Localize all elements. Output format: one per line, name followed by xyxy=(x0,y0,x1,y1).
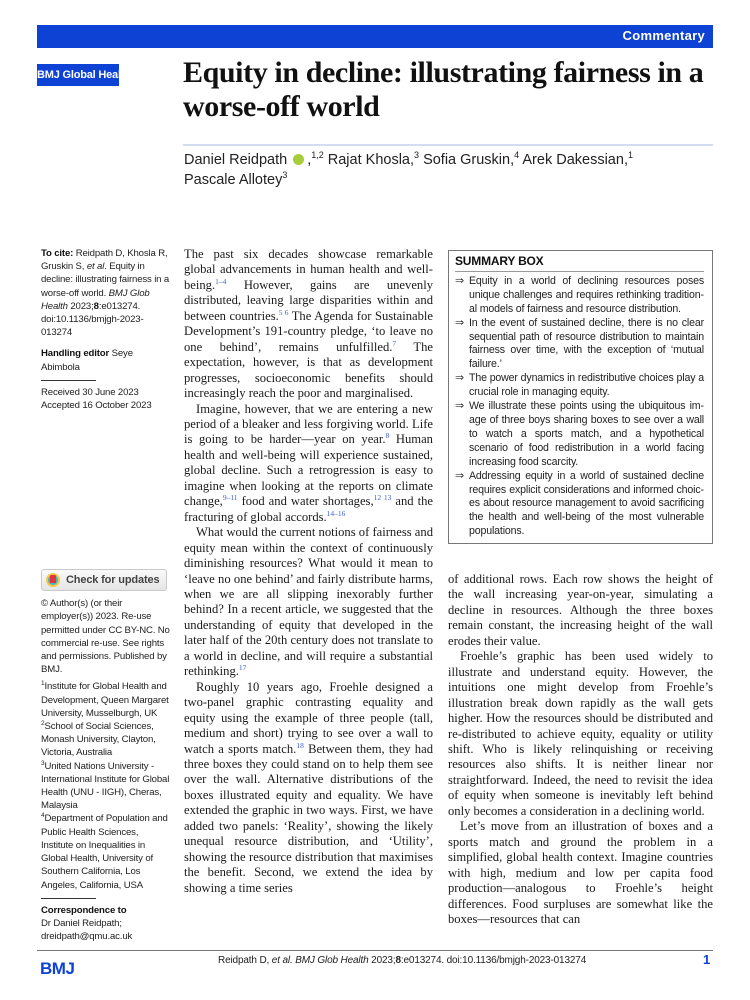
journal-badge[interactable]: BMJ Global Health xyxy=(37,64,119,86)
body-paragraph-continued: of additional rows. Each row shows the height of the wall increasing year-on-year, simulating a decline in resources. Although the three boxes remain constant, the increasing height of the wall erodes their value. xyxy=(448,572,713,648)
author-affiliation-ref: 4 xyxy=(514,150,520,161)
double-arrow-icon: ⇒ xyxy=(455,469,465,482)
affiliation-number: 1 xyxy=(41,680,45,688)
citation-block xyxy=(41,247,171,339)
affiliation-number: 3 xyxy=(41,759,45,767)
correspondence-label: Correspondence to xyxy=(41,904,127,916)
author-affiliation-ref: 1 xyxy=(627,150,633,161)
summary-item xyxy=(455,275,704,317)
double-arrow-icon: ⇒ xyxy=(455,316,465,329)
author-name[interactable]: Pascale Allotey xyxy=(184,172,283,188)
summary-item-text: We illustrate these points using the ubiquitous image of three boys sharing boxes to see over a wall to watch a sports match, and a hypothetical scenario of food redistribution in a world facing increasing food scarcity. xyxy=(469,400,704,468)
summary-item-text: Equity in a world of declining resources poses unique challenges and requires rethinking traditional models of fairness and resource distribution. xyxy=(469,274,704,315)
citation-text: . Equity in decline: illustrating fairness in a worse-off world. xyxy=(41,261,170,299)
affiliation-number: 2 xyxy=(41,719,45,727)
affiliation-text: Institute for Global Health and Development, Queen Margaret University, Musselburgh, UK xyxy=(41,681,169,719)
reference-link[interactable]: 9–11 xyxy=(222,493,238,503)
bmj-logo[interactable]: BMJ xyxy=(40,959,75,978)
summary-item xyxy=(455,470,704,540)
author-name[interactable]: Arek Dakessian xyxy=(522,152,624,168)
summary-item-text: The power dynamics in redistributive choices play a crucial role in managing equity. xyxy=(469,372,704,399)
article-sidebar xyxy=(41,247,171,943)
citation-text: Reidpath D, Khosla R, Gruskin S, xyxy=(41,248,168,273)
reference-link[interactable]: 18 xyxy=(296,740,304,750)
reference-link[interactable]: 8 xyxy=(385,431,390,441)
author-affiliation-ref: 3 xyxy=(414,150,420,161)
author-name[interactable]: Sofia Gruskin xyxy=(423,152,511,168)
accepted-date: Accepted 16 October 2023 xyxy=(41,400,152,412)
page-number: 1 xyxy=(703,952,711,967)
affiliation xyxy=(41,812,171,891)
body-column-left xyxy=(184,247,433,896)
article-type-bar xyxy=(37,25,713,48)
citation-text: 2023; xyxy=(67,300,94,312)
double-arrow-icon: ⇒ xyxy=(455,274,465,287)
double-arrow-icon: ⇒ xyxy=(455,400,465,413)
double-arrow-icon: ⇒ xyxy=(455,372,465,385)
author-name[interactable]: Daniel Reidpath xyxy=(184,152,288,168)
affiliation-text: School of Social Sciences, Monash University, Clayton, Victoria, Australia xyxy=(41,721,156,759)
author-list: Daniel Reidpath ,$^{1,2}$ Rajat Khosla,$^3$ Sofia Gruskin,$^4$ Arek Dakessian,$^1$ Pascale Allotey$^3$ xyxy=(184,150,633,188)
correspondence-name: Dr Daniel Reidpath; xyxy=(41,917,122,929)
affiliation xyxy=(41,680,171,720)
handling-editor xyxy=(41,347,171,373)
reference-link[interactable]: 14–16 xyxy=(326,508,346,518)
reference-link[interactable]: 17 xyxy=(238,663,247,673)
reference-link[interactable]: 7 xyxy=(392,338,397,348)
citation-volume: 8 xyxy=(93,300,99,312)
affiliation xyxy=(41,760,171,813)
correspondence-email[interactable]: dreidpath@qmu.ac.uk xyxy=(41,931,133,943)
author-name[interactable]: Rajat Khosla xyxy=(327,152,410,168)
reference-link[interactable]: 1–4 xyxy=(215,276,227,286)
title-divider xyxy=(183,144,713,146)
handling-editor-name: Seye Abimbola xyxy=(41,348,133,373)
to-cite-label: To cite: xyxy=(41,248,74,259)
summary-item xyxy=(455,400,704,470)
citation-journal: BMJ Glob Health xyxy=(41,287,150,312)
author-affiliation-ref: 1,2 xyxy=(311,150,324,161)
affiliation-text: Department of Population and Public Health Sciences, Institute on Inequalities in Global Health, University of Southern California, Los Angeles, California, USA xyxy=(41,813,168,891)
summary-item-text: Addressing equity in a world of sustained decline requires explicit considerations and informed choices about resource management to avoid sacrificing the health and well-being of the most vulnerable populations. xyxy=(469,469,704,538)
sidebar-divider xyxy=(41,380,96,381)
crossmark-icon xyxy=(46,573,60,587)
orcid-icon[interactable] xyxy=(293,154,304,165)
body-paragraph: Let’s move from an illustration of boxes and a sports match and ground the problem in a simplified, global health context. Imagine countries with high, medium and low per capita food production—analogous to Froehle’s height differences. Food surpluses are somewhat like the boxes—resources that can xyxy=(448,819,713,926)
summary-item xyxy=(455,317,704,373)
body-paragraph: Roughly 10 years ago, Froehle designed a two-panel graphic contrasting equality and equity using the example of three people (tall, medium and short) trying to see over a wall to watch a sports match.$^{18}$ Between them, they had three boxes they could stand on to help them see over the wall. Alternative distributions of the boxes illustrated equity and equality. We have extended the graphic in two ways. First, we have added two panels: ‘Reality’, showing the likely unequal resource distribution, and ‘Utility’, showing the resource distribution that maximises the benefit. Second, we extend the idea by showing a time series xyxy=(184,679,433,895)
sidebar-divider xyxy=(41,898,96,899)
body-paragraph: The past six decades showcase remarkable global advancements in human health and well-being.$^{1-4}$ However, gains are unevenly distributed, leaving large disparities within and between countries.$^{5 6}$ The Agenda for Sustainable Development’s 191-country pledge, ‘to leave no one behind’, remains unfulfilled.$^7$ The expectation, however, is that as development progresses, socioeconomic benefits should increasingly reach the poor and marginalised. xyxy=(184,247,433,401)
citation-doi[interactable]: :e013274. doi:10.1136/bmjgh-2023-013274 xyxy=(41,300,144,339)
body-paragraph: Froehle’s graphic has been used widely to illustrate and understand equity. However, the intuitions one might develop from Froehle’s illustration break down rapidly as the wall gets higher. How the resources should be distributed and re-distributed to achieve equity, equality or utility shift. Who is likely relinquishing or receiving resources also shifts. It is neither linear nor straightforward. Indeed, the need to revisit the idea of equity when someone is inevitably left behind only becomes a consideration in a declining world. xyxy=(448,649,713,818)
body-paragraph: What would the current notions of fairness and equity mean within the context of continuously diminishing resources? What would it mean to ‘leave no one behind’ and fairly distribute harms, when we are all slipping inexorably further behind? In a recent article, we suggested that the understanding of equity that developed in the later half of the 20th century does not translate to a world in decline, and will require a substantial rethinking.$^{17}$ xyxy=(184,525,433,679)
body-paragraph: Imagine, however, that we are entering a new period of a bleaker and less forgiving world. Life is going to be harder—year on year.$^8$ Human health and well-being will experience sustained, global decline. Such a retrogression is easy to imagine when looking at the reports on climate change,$^{9-11}$ food and water shortages,$^{12 13}$ and the fracturing of global accords.$^{14-16}$ xyxy=(184,401,433,524)
affiliation-number: 4 xyxy=(41,812,45,820)
article-type-label: Commentary xyxy=(622,28,705,43)
footer-divider xyxy=(37,950,713,951)
affiliation-text: United Nations University - International Institute for Global Health (UNU - IIGH), Cheras, Malaysia xyxy=(41,760,170,812)
author-affiliation-ref: 3 xyxy=(282,170,288,181)
received-date: Received 30 June 2023 xyxy=(41,386,139,398)
reference-link[interactable]: 12 13 xyxy=(373,493,392,503)
citation-etal: et al xyxy=(86,261,105,273)
body-column-right xyxy=(448,572,713,927)
copyright-notice: © Author(s) (or their employer(s)) 2023. Re-use permitted under CC BY-NC. No commercial re-use. See rights and permissions. Published by BMJ. xyxy=(41,598,170,676)
summary-box-title: SUMMARY BOX xyxy=(455,255,704,272)
footer-citation: Reidpath D, et al. BMJ Glob Health 2023;8:e013274. doi:10.1136/bmjgh-2023-013274 xyxy=(218,955,587,966)
reference-link[interactable]: 5 6 xyxy=(278,307,289,317)
handling-editor-label: Handling editor xyxy=(41,348,110,360)
check-for-updates-button[interactable] xyxy=(41,569,167,591)
affiliation xyxy=(41,720,171,760)
summary-item-text: In the event of sustained decline, there is no clear sequential path of resource distribution to maintain fairness over time, with the exception of ‘mutual failure.’ xyxy=(469,316,704,371)
summary-item xyxy=(455,372,704,400)
check-for-updates-label: Check for updates xyxy=(66,573,160,586)
article-title: Equity in decline: illustrating fairness in a worse-off world xyxy=(183,56,704,123)
summary-box xyxy=(448,250,713,544)
